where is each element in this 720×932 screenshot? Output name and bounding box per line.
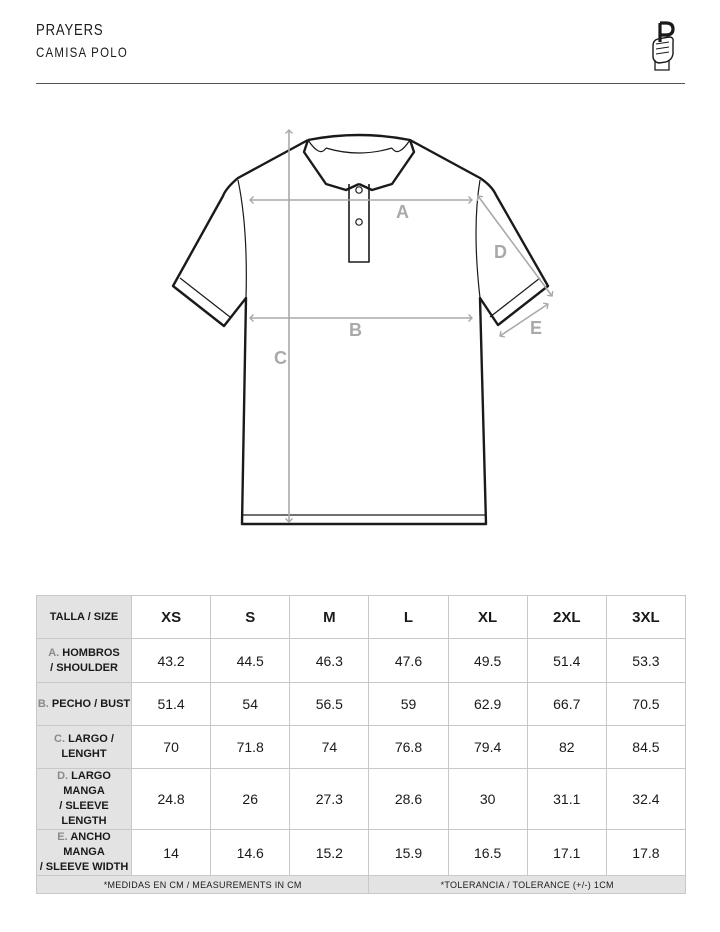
table-cell: 51.4 [527, 639, 606, 683]
footer-measurement-note: *MEDIDAS EN CM / MEASUREMENTS IN CM [37, 876, 369, 894]
guide-d-sleeve-length [478, 196, 552, 296]
header-divider [36, 83, 685, 84]
table-cell: 46.3 [290, 639, 369, 683]
row-label-shoulder [37, 639, 132, 683]
table-cell: 16.5 [448, 830, 527, 876]
table-cell: 26 [211, 769, 290, 830]
table-cell: 14 [132, 830, 211, 876]
table-row-sleeve-width [37, 830, 686, 876]
row-label-sleeve-length [37, 769, 132, 830]
size-header-m: M [290, 596, 369, 639]
table-cell: 74 [290, 726, 369, 769]
table-cell: 28.6 [369, 769, 448, 830]
row-label-line1: LARGO / LENGHT [61, 733, 114, 760]
size-header-xs: XS [132, 596, 211, 639]
table-cell: 66.7 [527, 683, 606, 726]
brand-logo-icon [644, 20, 684, 72]
brand-name: PRAYERS [36, 22, 104, 39]
table-cell: 24.8 [132, 769, 211, 830]
table-footer-row [37, 876, 686, 894]
table-cell: 31.1 [527, 769, 606, 830]
table-cell: 53.3 [606, 639, 685, 683]
table-row-length [37, 726, 686, 769]
row-label-sleeve-width [37, 830, 132, 876]
table-cell: 32.4 [606, 769, 685, 830]
table-cell: 70 [132, 726, 211, 769]
row-label-bust [37, 683, 132, 726]
size-header-xl: XL [448, 596, 527, 639]
table-cell: 30 [448, 769, 527, 830]
label-b: B [349, 320, 362, 340]
row-label-line2: / SLEEVE WIDTH [39, 861, 129, 873]
size-header-3xl: 3XL [606, 596, 685, 639]
size-corner-label: TALLA / SIZE [37, 596, 132, 639]
row-label-line2: / SLEEVE LENGTH [59, 800, 109, 827]
table-cell: 43.2 [132, 639, 211, 683]
table-cell: 59 [369, 683, 448, 726]
table-cell: 27.3 [290, 769, 369, 830]
row-letter: D. [57, 770, 69, 782]
row-label-length [37, 726, 132, 769]
table-cell: 15.2 [290, 830, 369, 876]
footer-tolerance-note: *TOLERANCIA / TOLERANCE (+/-) 1CM [369, 876, 686, 894]
table-cell: 47.6 [369, 639, 448, 683]
row-label-line1: PECHO / BUST [51, 697, 131, 710]
table-row-bust [37, 683, 686, 726]
row-label-line1: LARGO MANGA [63, 770, 111, 797]
size-header-s: S [211, 596, 290, 639]
table-cell: 79.4 [448, 726, 527, 769]
row-letter: B. [37, 697, 49, 710]
header [36, 22, 148, 60]
table-cell: 15.9 [369, 830, 448, 876]
label-e: E [530, 318, 543, 338]
row-letter: A. [48, 646, 60, 659]
table-cell: 62.9 [448, 683, 527, 726]
table-cell: 14.6 [211, 830, 290, 876]
table-cell: 70.5 [606, 683, 685, 726]
row-letter: E. [57, 831, 68, 843]
table-cell: 54 [211, 683, 290, 726]
table-cell: 44.5 [211, 639, 290, 683]
table-cell: 76.8 [369, 726, 448, 769]
table-cell: 71.8 [211, 726, 290, 769]
table-cell: 17.1 [527, 830, 606, 876]
polo-shirt-diagram [160, 118, 560, 538]
table-cell: 49.5 [448, 639, 527, 683]
table-cell: 82 [527, 726, 606, 769]
size-header-row [37, 596, 686, 639]
label-d: D [494, 242, 507, 262]
product-name: CAMISA POLO [36, 44, 129, 60]
table-row-shoulder [37, 639, 686, 683]
size-header-2xl: 2XL [527, 596, 606, 639]
label-a: A [396, 202, 409, 222]
size-chart-table [36, 595, 686, 894]
label-c: C [274, 348, 287, 368]
table-cell: 84.5 [606, 726, 685, 769]
row-label-line1: ANCHO MANGA [63, 831, 111, 858]
table-cell: 56.5 [290, 683, 369, 726]
size-header-l: L [369, 596, 448, 639]
table-cell: 17.8 [606, 830, 685, 876]
table-cell: 51.4 [132, 683, 211, 726]
table-row-sleeve-length [37, 769, 686, 830]
row-label-line2: / SHOULDER [50, 661, 118, 674]
row-letter: C. [54, 733, 66, 745]
measurement-guides [250, 130, 552, 522]
row-label-line1: HOMBROS [62, 646, 120, 659]
